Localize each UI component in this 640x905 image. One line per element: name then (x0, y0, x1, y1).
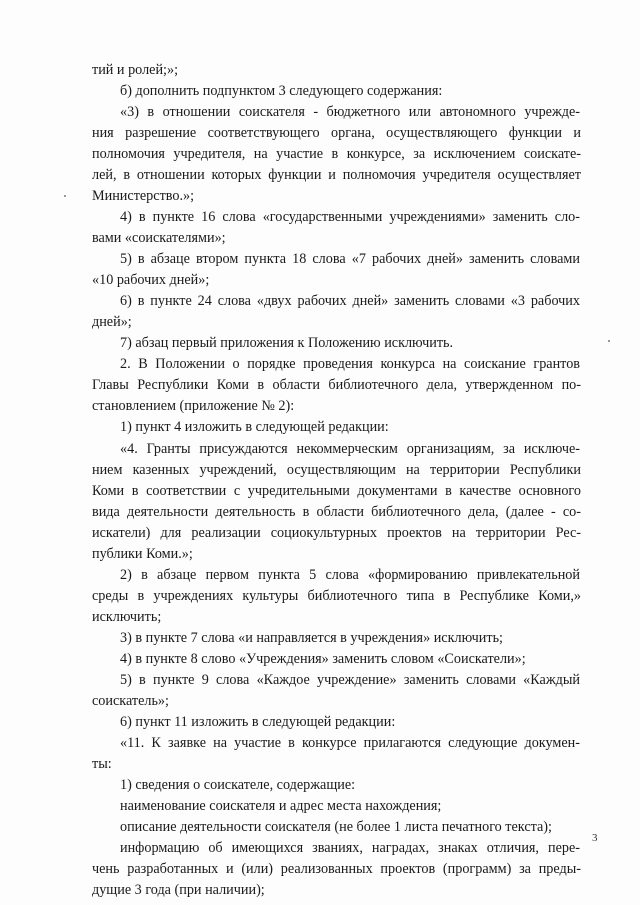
text-line: информацию об имеющихся званиях, наградах, знаках отличия, пере- (120, 839, 580, 856)
text-line: искатели) для реализации социокультурных проектов на территории Рес- (92, 524, 581, 541)
text-line: 4) в пункте 8 слово «Учреждения» заменить словом «Соискатели»; (120, 650, 526, 667)
scan-speck (608, 340, 610, 342)
text-line: 1) сведения о соискателе, содержащие: (120, 776, 356, 793)
text-line: Коми в соответствии с учредительными документами в качестве основного (92, 482, 581, 499)
text-line: дущие 3 года (при наличии); (92, 882, 265, 898)
text-line: «10 рабочих дней»; (92, 272, 210, 289)
scan-speck (64, 195, 66, 197)
text-line: Министерство.»; (92, 188, 195, 205)
text-line: ния разрешение соответствующего органа, осуществляющего функции и (92, 125, 581, 142)
text-line: «3) в отношении соискателя - бюджетного или автономного учрежде- (120, 104, 580, 121)
text-line: «4. Гранты присуждаются некоммерческим организациям, за исключе- (120, 440, 580, 457)
text-line: описание деятельности соискателя (не более 1 листа печатного текста); (120, 818, 552, 835)
text-line: 7) абзац первый приложения к Положению исключить. (120, 335, 454, 352)
text-line: вида деятельности деятельность в области библиотечного дела, (далее - со- (92, 503, 581, 520)
text-line: 6) пункт 11 изложить в следующей редакции: (120, 713, 396, 730)
text-line: Главы Республики Коми в области библиотечного дела, утвержденном по- (92, 377, 581, 394)
text-line: полномочия учредителя, на участие в конкурсе, за исключением соискате- (92, 146, 581, 163)
page-number: 3 (592, 832, 598, 844)
text-line: среды в учреждениях культуры библиотечного типа в Республике Коми,» (92, 587, 581, 604)
text-line: дней»; (92, 314, 132, 331)
text-line: 5) в абзаце втором пункта 18 слова «7 рабочих дней» заменить словами (120, 251, 580, 268)
text-line: наименование соискателя и адрес места нахождения; (120, 797, 442, 814)
text-line: тий и ролей;»; (92, 62, 179, 78)
text-line: 1) пункт 4 изложить в следующей редакции: (120, 419, 389, 436)
text-line: 6) в пункте 24 слова «двух рабочих дней» заменить словами «3 рабочих (120, 293, 580, 310)
text-line: б) дополнить подпунктом 3 следующего содержания: (120, 83, 443, 99)
text-line: 3) в пункте 7 слова «и направляется в учреждения» исключить; (120, 629, 503, 646)
text-line: нием казенных учреждений, осуществляющим на территории Республики (92, 461, 581, 478)
text-line: «11. К заявке на участие в конкурсе прилагаются следующие докумен- (120, 734, 580, 751)
text-line: исключить; (92, 608, 162, 625)
text-line: ты: (92, 755, 112, 772)
text-line: 2) в абзаце первом пункта 5 слова «формированию привлекательной (120, 566, 580, 583)
text-line: 2. В Положении о порядке проведения конкурса на соискание грантов (120, 356, 580, 373)
text-line: вами «соискателями»; (92, 230, 226, 247)
text-line: чень разработанных и (или) реализованных проектов (программ) за преды- (92, 861, 581, 877)
text-line: соискатель»; (92, 692, 169, 709)
text-line: лей, в отношении которых функции и полномочия учредителя осуществляет (92, 167, 581, 184)
text-line: становлением (приложение № 2): (92, 398, 295, 415)
text-line: публики Коми.»; (92, 545, 193, 562)
text-line: 4) в пункте 16 слова «государственными учреждениями» заменить сло- (120, 209, 580, 226)
text-line: 5) в пункте 9 слова «Каждое учреждение» заменить словами «Каждый (120, 671, 580, 688)
